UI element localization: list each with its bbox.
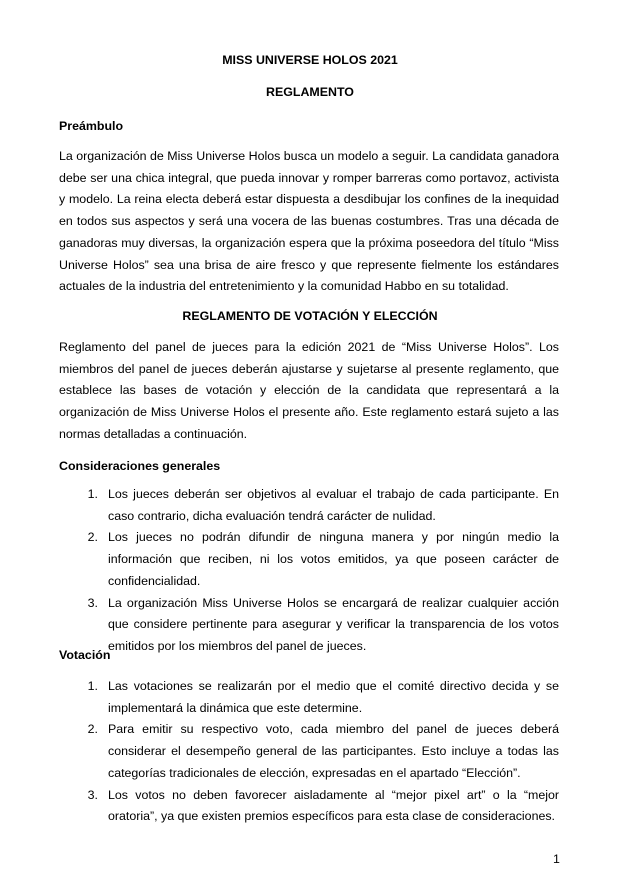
list-item-text: Las votaciones se realizarán por el medio que el comité directivo decida y se implementará la dinámica que este determine. [108,679,559,715]
list-item-text: La organización Miss Universe Holos se encargará de realizar cualquier acción que considere pertinente para asegurar y verificar la transparencia de los votos emitidos por los miembros del panel de jueces. [108,595,559,653]
general-considerations-heading: Consideraciones generales [59,459,221,473]
general-considerations-list [59,484,559,658]
list-item-text: Los jueces deberán ser objetivos al evaluar el trabajo de cada participante. En caso contrario, dicha evaluación tendrá carácter de nulidad. [108,487,559,523]
list-item-number: 3. [87,787,98,802]
list-item-number: 2. [87,722,98,737]
list-item-number: 1. [87,487,98,501]
votacion-list [59,676,559,828]
document-title: MISS UNIVERSE HOLOS 2021 [222,53,398,67]
list-item-number: 2. [87,530,98,545]
list-item [59,785,559,828]
preamble-paragraph: La organización de Miss Universe Holos busca un modelo a seguir. La candidata ganadora debe ser una chica integral, que pueda innovar y romper barreras como portavoz, activista y modelo. La reina electa deberá estar dispuesta a desdibujar los confines de la inequidad en todos sus aspectos y será una vocera de las buenas costumbres. Tras una década de ganadoras muy diversas, la organización espera que la próxima poseedora del título “Miss Universe Holos” sea una brisa de aire fresco y que represente fielmente los estándares actuales de la industria del entretenimiento y la comunidad Habbo en su totalidad. [59,149,559,294]
voting-section-heading: REGLAMENTO DE VOTACIÓN Y ELECCIÓN [182,309,438,323]
list-item-number: 1. [87,679,98,693]
list-item-text: Para emitir su respectivo voto, cada miembro del panel de jueces deberá considerar el desempeño general de las participantes. Esto incluye a todas las categorías tradicionales de elección, expresadas en el apartado “Elección”. [108,722,559,780]
list-item-text: Los votos no deben favorecer aisladamente al “mejor pixel art” o la “mejor oratoria”, ya que existen premios específicos para esta clase de consideraciones. [108,787,559,824]
preamble-heading: Preámbulo [59,119,124,133]
list-item [59,676,559,719]
list-item-number: 3. [87,595,98,610]
list-item [59,527,559,592]
page-number: 1 [553,852,560,866]
list-item [59,593,559,658]
list-item [59,484,559,527]
document-subtitle: REGLAMENTO [266,85,354,99]
list-item [59,719,559,784]
votacion-heading: Votación [59,648,111,662]
list-item-text: Los jueces no podrán difundir de ninguna manera y por ningún medio la información que reciben, ni los votos emitidos, ya que poseen carácter de confidencialidad. [108,530,559,588]
voting-intro-paragraph: Reglamento del panel de jueces para la edición 2021 de “Miss Universe Holos”. Los miembros del panel de jueces deberán ajustarse y sujetarse al presente reglamento, que establece las bases de votación y elección de la candidata que representará a la organización de Miss Universe Holos el presente año. Este reglamento estará sujeto a las normas detalladas a continuación. [59,340,559,441]
